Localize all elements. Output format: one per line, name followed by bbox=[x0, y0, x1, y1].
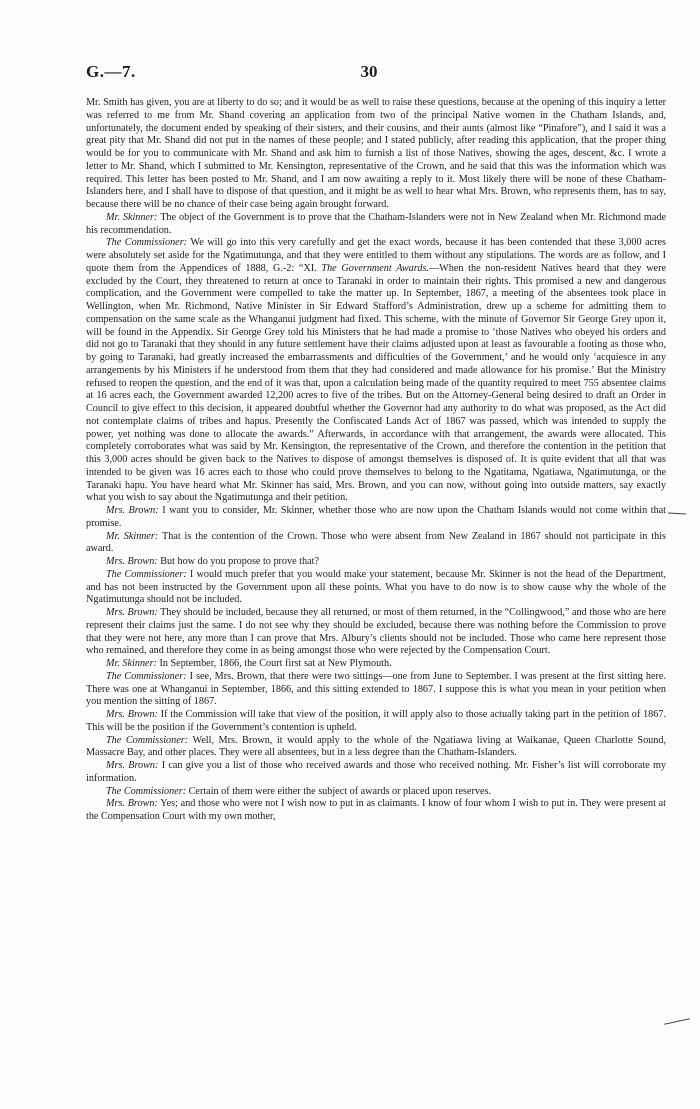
paragraph-text: I can give you a list of those who received awards and those who received nothing. Mr. Fisher’s list will corroborate my information. bbox=[86, 760, 667, 784]
paragraph-2 bbox=[86, 212, 666, 238]
page-body bbox=[86, 97, 666, 824]
speaker-name: Mr. Skinner: bbox=[106, 658, 157, 669]
speaker-name: The Commissioner: bbox=[106, 734, 189, 746]
paragraph-3 bbox=[86, 237, 666, 505]
speaker-name: Mr. Skinner: bbox=[106, 211, 158, 223]
speaker-name: The Commissioner: bbox=[106, 568, 187, 580]
speaker-name: Mrs. Brown: bbox=[106, 556, 158, 567]
paragraph-15 bbox=[86, 798, 666, 824]
paragraph-1 bbox=[86, 97, 666, 212]
paragraph-text: I would much prefer that you would make your statement, because Mr. Skinner is not the head of the Department, and has not been instructed by the Government upon all these points. What you have to do now is to show cause why the whole of the Ngatimutunga should not be included. bbox=[86, 568, 667, 606]
paragraph-9 bbox=[86, 658, 666, 671]
paragraph-text: They should be included, because they all returned, or most of them returned, in the “Collingwood,” and those who are here represent their claims just the same. I do not see why they should be excluded, because there was nothing before the Commission to prove that they were not here, any more than I can prove that Mrs. Albury’s clients should not be included. Those who came here represent those who remained, and therefore they come in as being amongst those who were rejected by the Compensation Court. bbox=[86, 607, 666, 657]
paragraph-text: In September, 1866, the Court first sat at New Plymouth. bbox=[159, 658, 392, 669]
speaker-name: Mrs. Brown: bbox=[106, 607, 158, 618]
margin-pencil-mark bbox=[668, 513, 686, 515]
paragraph-text: Mr. Smith has given, you are at liberty to do so; and it would be as well to raise these questions, because at the opening of this inquiry a letter was referred to me from Mr. Shand covering an application from two of the principal Native women in the Chatham Islands, and, unfortunately, the document ended by speaking of their sisters, and their cousins, and their aunts (almost like “Pinafore”), and I said it was a great pity that Mr. Shand did not put in the names of these people; and I stated publicly, after reading this application, that the proper thing would be for you to communicate with Mr. Shand and ask him to furnish a list of those Natives, showing the ages, descent, &c. I wrote a letter to Mr. Shand, which I submitted to Mr. Kensington, representative of the Crown, and he said that this was the information which was required. This letter has been posted to Mr. Shand, and I am now awaiting a reply to it. Most likely there will be none of these Chatham-Islanders here, and I shall have to dispose of that question, and it might be as well to hear what Mrs. Brown, who represents them, has to say, because there will be no chance of their case being again brought forward. bbox=[86, 97, 666, 210]
speaker-name: The Commissioner: bbox=[106, 670, 187, 682]
paragraph-text: Yes; and those who were not I wish now to put in as claimants. I know of four whom I wish to put in. They were present at the Compensation Court with my own mother, bbox=[86, 798, 666, 822]
speaker-name: Mrs. Brown: bbox=[106, 798, 158, 810]
page-header bbox=[86, 62, 652, 86]
paragraph-7 bbox=[86, 569, 666, 607]
speaker-name: The Commissioner: bbox=[106, 785, 187, 797]
paragraph-text: But how do you propose to prove that? bbox=[160, 556, 319, 567]
page-number: 30 bbox=[360, 62, 378, 81]
paragraph-12 bbox=[86, 735, 666, 761]
paragraph-text: I want you to consider, Mr. Skinner, whether those who are now upon the Chatham Islands would not come within that promise. bbox=[86, 505, 667, 529]
paragraph-10 bbox=[86, 671, 666, 709]
paragraph-5 bbox=[86, 531, 666, 557]
paragraph-4 bbox=[86, 505, 666, 531]
paragraph-text-continued: —When the non-resident Natives heard that they were excluded by the Court, they threatened to return at once to Taranaki in order to maintain their rights. This promised a new and dangerous complication, and the Government were compelled to take the matter up. In September, 1867, a meeting of the absentees took place in Wellington, when Mr. Richmond, Native Minister in Sir Edward Stafford’s Administration, drew up a scheme for admitting them to compensation on the same scale as the Whanganui judgment had fixed. This scheme, with the minute of Governor Sir George Grey upon it, will be found in the Appendix. Sir George Grey told his Ministers that he had made a promise to ‘those Natives who obeyed his orders and did not go to Taranaki that they should in any future settlement have their claims adjusted upon at least as favourable a footing as those who, by going to Taranaki, had greatly increased the embarrassments and difficulties of the Government,’ and he would only ‘acquiesce in any arrangements by his Ministers if he understood from them that they had considered and made allowance for his promise.’ But the Ministry refused to reopen the question, and the end of it was that, upon a calculation being made of the quantity required to meet 755 absentee claims at 16 acres each, the Government awarded 12,200 acres to five of the tribes. But on the Attorney-General being desired to draft an Order in Council to give effect to this decision, it appeared doubtful whether the Governor had any authority to do what was proposed, as the Act did not contemplate claims of tribes and hapus. Presently the Confiscated Lands Act of 1867 was passed, which was intended to supply the power, yet nothing was done to allocate the awards.” Afterwards, in accordance with that arrangement, the awards were allocated. This completely corroborates what was said by Mr. Kensington, the representative of the Crown, and therefore the contention in the petition that this 3,000 acres should be given back to the Natives to dispose of amongst themselves is disposed of. It is quite evident that all that was intended to be given was 16 acres each to those who could prove themselves to belong to the Ngatitama, Ngatiawa, Ngatimutunga, or the Taranaki hapu. You have heard what Mr. Skinner has said, Mrs. Brown, and you can now, without going into outside matters, say exactly what you wish to say about the Ngatimutunga and their petition. bbox=[86, 262, 666, 504]
speaker-name: Mrs. Brown: bbox=[106, 709, 158, 720]
margin-pencil-mark bbox=[664, 1018, 690, 1024]
paragraph-text: Well, Mrs. Brown, it would apply to the whole of the Ngatiawa living at Waikanae, Queen Charlotte Sound, Massacre Bay, and other places. They were all absentees, but in a less degree than the Chatham-Islanders. bbox=[86, 734, 666, 759]
speaker-name: Mrs. Brown: bbox=[106, 760, 159, 771]
paragraph-text: That is the contention of the Crown. Those who were absent from New Zealand in 1867 should not participate in this award. bbox=[86, 530, 666, 555]
paragraph-text: If the Commission will take that view of the position, it will apply also to those actually taking part in the petition of 1867. This will be the position if the Government’s contention is upheld. bbox=[86, 709, 666, 733]
document-reference: G.—7. bbox=[86, 62, 136, 81]
paragraph-14 bbox=[86, 786, 666, 799]
paragraph-text: I see, Mrs. Brown, that there were two sittings—one from June to September. I was present at the first sitting here. There was one at Whanganui in September, 1866, and this sitting extended to 1867. I suppose this is what you mean in your petition when you mention the sitting of 1867. bbox=[86, 670, 667, 708]
speaker-name: Mrs. Brown: bbox=[106, 505, 159, 516]
quoted-heading: The Government Awards. bbox=[321, 262, 429, 274]
paragraph-11 bbox=[86, 709, 666, 735]
paragraph-8 bbox=[86, 607, 666, 658]
paragraph-text: Certain of them were either the subject of awards or placed upon reserves. bbox=[188, 785, 492, 797]
paragraph-13 bbox=[86, 760, 666, 786]
paragraph-6 bbox=[86, 556, 666, 569]
paragraph-text: The object of the Government is to prove that the Chatham-Islanders were not in New Zealand when Mr. Richmond made his recommendation. bbox=[86, 211, 666, 236]
paragraph-text: We will go into this very carefully and get the exact words, because it has been contended that these 3,000 acres were absolutely set aside for the Ngatimutunga, and that they were entitled to them without any stipulations. The words are as follow, and I quote them from the Appendices of 1888, G.-2: “XI. bbox=[86, 237, 666, 274]
speaker-name: Mr. Skinner: bbox=[106, 530, 159, 542]
speaker-name: The Commissioner: bbox=[106, 237, 188, 249]
